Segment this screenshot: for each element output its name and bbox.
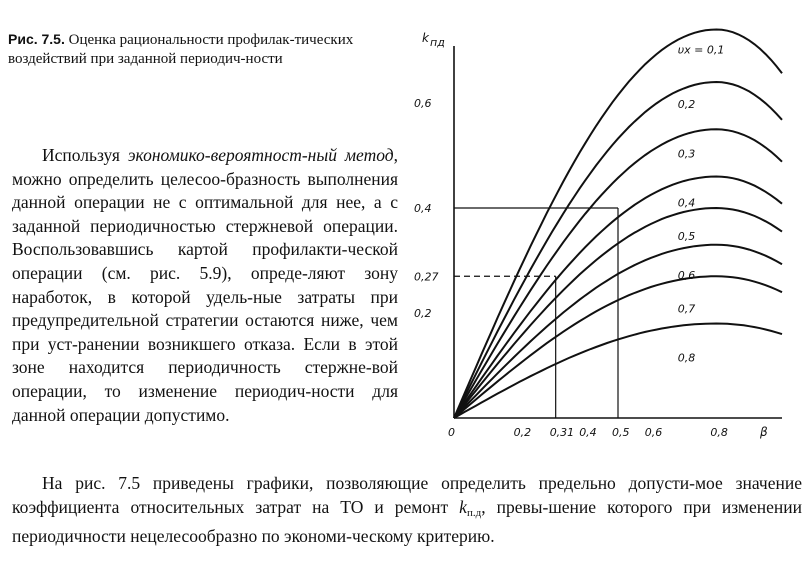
- x-tick-label: 0,5: [612, 426, 630, 439]
- p2-k: k: [459, 496, 467, 517]
- y-axis-label-sub: пд: [430, 36, 445, 49]
- y-tick-label: 0,2: [414, 307, 432, 320]
- p2-k-subscript: п.д: [466, 506, 482, 519]
- x-tick-label: 0,8: [710, 426, 728, 439]
- series-label: 0,6: [677, 268, 696, 282]
- series-label: 0,4: [677, 196, 696, 210]
- paragraph-figure-description: [12, 472, 802, 549]
- p2-rest: , превы-шение которого при изменении периодичности нецелесообразно по экономи-ческому критерию.: [12, 496, 802, 547]
- caption-text: Оценка рациональности профилак-тических воздействий при заданной периодич-ности: [8, 32, 354, 67]
- series-labels: [678, 44, 725, 365]
- p1-rest: , можно определить целесоо-бразность выполнения данной операции не с оптимальной для нее, а с заданной периодичностью стержневой операции. Воспользовавшись картой профилакти-ческой операции (см. рис. 5.9), опреде-ляют зону наработок, в которой удель-ные затраты при предупредительной стратегии остаются ниже, чем при уст-ранении возникшего отказа. Если в этой зоне находится периодичность стержне-вой операции, то изменение периодич-ности для данной операции допустимо.: [12, 145, 398, 425]
- series-label: 0,5: [677, 230, 696, 243]
- y-axis-label: k: [422, 31, 429, 45]
- kpd-chart: [408, 18, 798, 458]
- y-tick-label: 0,4: [414, 202, 432, 215]
- p1-emphasis: экономико-вероятност-ный метод: [127, 145, 394, 165]
- x-tick-label: 0,4: [579, 426, 597, 439]
- x-tick-label: 0: [448, 426, 455, 439]
- series-label: υx = 0,1: [677, 43, 725, 57]
- figure-caption: [8, 30, 408, 69]
- series-label: 0,3: [677, 147, 696, 161]
- series-label: 0,2: [677, 98, 696, 111]
- x-tick-label: 0,31: [549, 426, 575, 439]
- series-label: 0,8: [677, 351, 696, 365]
- x-tick-label: 0,6: [644, 426, 663, 439]
- y-tick-label: 0,6: [414, 97, 432, 110]
- p2-start: На рис. 7.5 приведены графики, позволяющие определить предельно допусти-мое значение коэффициента относительных затрат на ТО и ремонт: [12, 473, 802, 517]
- y-tick-label: 0,27: [414, 270, 439, 284]
- series-label: 0,7: [677, 302, 696, 316]
- x-axis-label: β: [760, 425, 768, 439]
- caption-label: Рис. 7.5.: [8, 31, 65, 47]
- x-tick-label: 0,2: [513, 426, 532, 439]
- paragraph-method: [12, 144, 398, 427]
- p1-start: Используя: [42, 145, 128, 165]
